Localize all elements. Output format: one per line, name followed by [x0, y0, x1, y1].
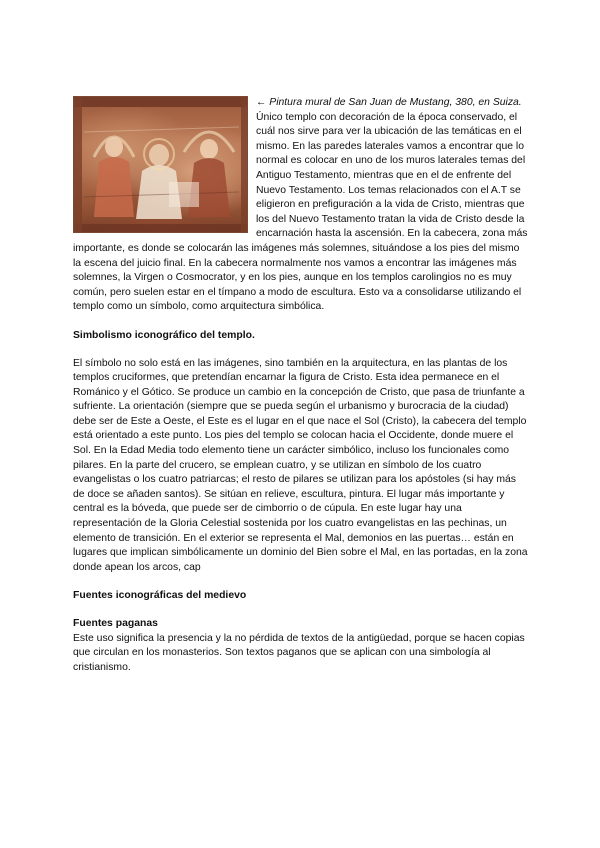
subheading-fuentes-paganas: Fuentes paganas [73, 618, 158, 629]
intro-paragraph: Único templo con decoración de la época conservado, el cuál nos sirve para ver la ubicación de las temáticas en el mismo. En las paredes laterales vamos a encontrar que lo normal es colocar en uno de los muros laterales temas del Antiguo Testamento, mientras que en el de enfrente del Nuevo Testamento. Los temas relacionados con el A.T se eligieron en prefiguración a la vida de Cristo, mientras que los del Nuevo Testamento tratan la vida de Cristo desde la encarnación hasta la ascensión. En la cabecera, zona más importante, es donde se colocarán las imágenes más solemnes, situándose a los pies del mismo la escena del juicio final. En la cabecera normalmente nos vamos a encontrar las imágenes más solemnes, la Virgen o Cosmocrator, y en los pies, aunque en los templos carolingios no es muy común, pero suelen estar en el tímpano a modo de escultura. Esto va a consolidarse utilizando el templo como un símbolo, como arquitectura simbólica. [73, 111, 528, 313]
section-heading-simbolismo: Simbolismo iconográfico del templo. [73, 329, 255, 341]
section-heading-fuentes: Fuentes iconográficas del medievo [73, 590, 247, 602]
fuentes-paganas-paragraph: Este uso significa la presencia y la no pérdida de textos de la antigüedad, porque se hacen copias que circulan en los monasterios. Son textos paganos que se aplican con una simbología al cristianismo. [73, 632, 525, 673]
mural-painting-illustration [74, 97, 248, 233]
figure-caption: ← Pintura mural de San Juan de Mustang, 380, en Suiza. [256, 97, 522, 108]
simbolismo-paragraph: El símbolo no solo está en las imágenes, sino también en la arquitectura, en las plantas de los templos cruciformes, que pretendían encarnar la figura de Cristo. Esta idea permanece en el Románico y el Gótico. Se produce un cambio en la concepción de Cristo, que pasa de triunfante a sufriente. La orientación (siempre que se pueda según el urbanismo y burocracia de la ciudad) debe ser de Este a Oeste, el Este es el lugar en el que nace el Sol (Cristo), la cabecera del templo está orientado a este punto. Los pies del templo se colocan hacia el Occidente, donde muere el Sol. En la Edad Media todo elemento tiene un carácter simbólico, incluso los funcionales como pilares. En la parte del crucero, se emplean cuatro, y se utilizan en símbolo de los cuatro evangelistas o los cuatro patriarcas; el resto de pilares se utilizan para los apóstoles (si hay más de doce se añaden santos). Se sitúan en relieve, escultura, pintura. El lugar más importante y central es la bóveda, que puede ser de cimborrio o de cúpula. En este lugar hay una representación de la Gloria Celestial sostenida por los cuatro evangelistas en las pechinas, un elemento de transición. En el exterior se representa el Mal, demonios en las puertas… están en lugares que implican simbólicamente un dominio del Bien sobre el Mal, en las portadas, en la zona donde apean los arcos, cap [73, 357, 528, 573]
mural-painting-image [73, 96, 248, 233]
document-page [73, 96, 528, 675]
